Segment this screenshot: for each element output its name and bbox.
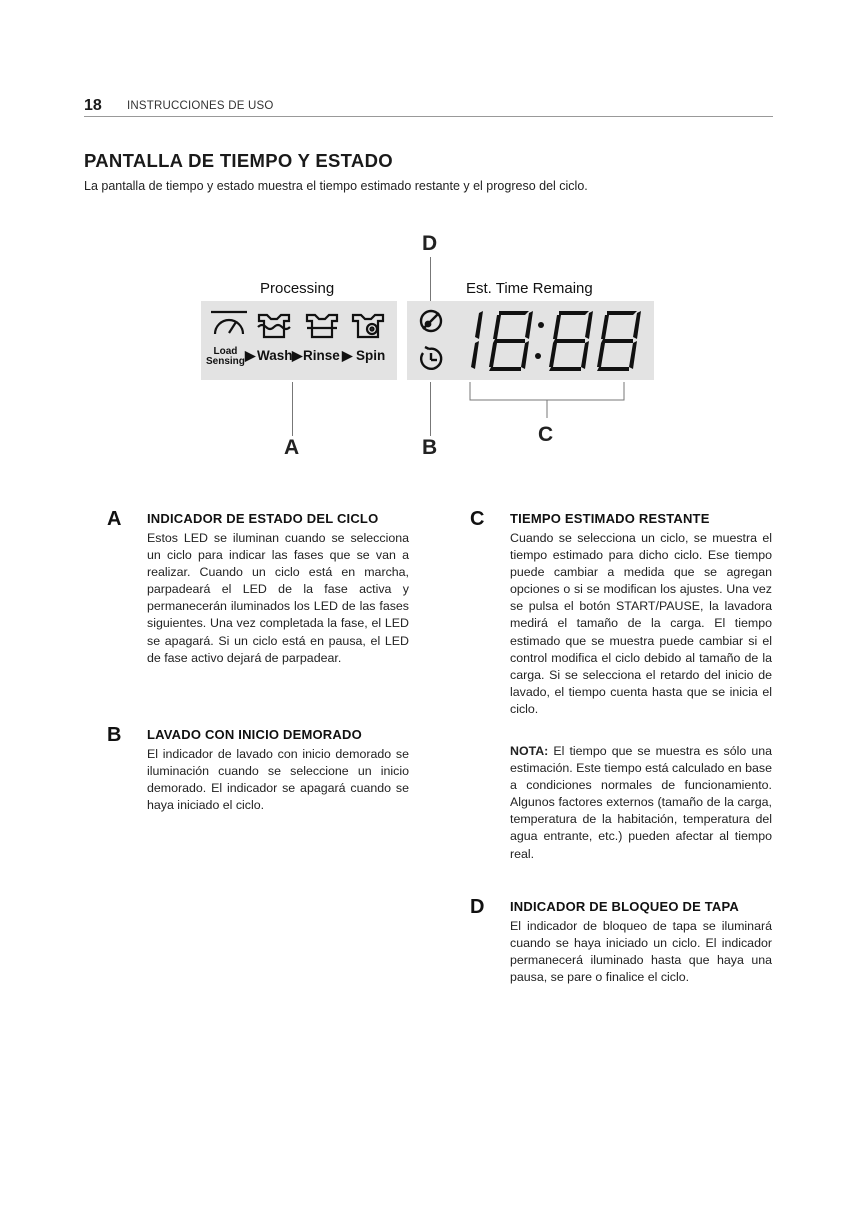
- arrow-icon: ▶: [342, 348, 353, 363]
- phase-icons: [201, 301, 397, 345]
- note-label: NOTA:: [510, 744, 549, 758]
- section-note: [510, 743, 772, 863]
- section-heading: INDICADOR DE BLOQUEO DE TAPA: [510, 899, 740, 914]
- note-text: El tiempo que se muestra es sólo una estimación. Este tiempo está calculado en base a condiciones normales de funcionamiento. Algunos factores externos (tamaño de la carga, temperatura de la habitación, temperatura del agua entrante, etc.) pueden afectar al tiempo real.: [510, 744, 772, 861]
- section-heading: LAVADO CON INICIO DEMORADO: [147, 727, 362, 742]
- arrow-icon: ▶: [292, 348, 303, 363]
- callout-a-line: [292, 382, 293, 436]
- section-heading: INDICADOR DE ESTADO DEL CICLO: [147, 511, 379, 526]
- section-letter: B: [107, 724, 122, 746]
- arrow-icon: ▶: [245, 348, 256, 363]
- intro-text: La pantalla de tiempo y estado muestra el tiempo estimado restante y el progreso del ciclo.: [84, 179, 588, 193]
- section-letter: A: [107, 508, 122, 530]
- spin-icon: [353, 315, 383, 337]
- section-body: Cuando se selecciona un ciclo, se muestra el tiempo estimado para dicho ciclo. Ese tiempo puede cambiar a medida que se agregan opciones o si se modifican los ajustes. Una vez se pulsa el botón START/PAUSE, la lavadora medirá el tamaño de la carga. El tiempo estimado que se muestra puede cambiar si el control modifica el ciclo debido al tamaño de la carga. Si se selecciona el retardo del inicio de lavado, el tiempo cuenta hasta que se inicia el ciclo.: [510, 531, 772, 716]
- phase-rinse-label: Rinse: [303, 348, 340, 363]
- callout-a: A: [284, 436, 300, 459]
- callout-c: C: [538, 423, 554, 446]
- delay-wash-clock-icon: [421, 347, 441, 369]
- section-letter: C: [470, 508, 485, 530]
- load-sensing-gauge-icon: [211, 312, 247, 334]
- section-letter: D: [470, 896, 485, 918]
- phase-spin-label: Spin: [356, 348, 386, 363]
- load-label-line1: Load: [213, 346, 238, 357]
- load-sensing-label: [206, 347, 245, 367]
- callout-d-line: [430, 257, 431, 304]
- lid-lock-icon: [421, 311, 441, 331]
- seven-segment-digits: [471, 311, 641, 371]
- phase-wash-label: Wash: [257, 348, 293, 363]
- time-label: Est. Time Remaing: [466, 280, 593, 297]
- callout-b: B: [422, 436, 438, 459]
- running-header: INSTRUCCIONES DE USO: [127, 100, 274, 112]
- time-display: [407, 301, 654, 380]
- rinse-icon: [307, 315, 337, 337]
- processing-label: Processing: [260, 280, 335, 297]
- header-divider: [84, 116, 773, 117]
- section-body: El indicador de lavado con inicio demorado se iluminación cuando se seleccione un inicio demorado. El indicador se apagará cuando se haya iniciado el ciclo.: [147, 747, 409, 813]
- callout-b-line: [430, 382, 431, 436]
- callout-d: D: [422, 232, 438, 255]
- wash-icon: [258, 315, 290, 337]
- page-title: PANTALLA DE TIEMPO Y ESTADO: [84, 150, 393, 171]
- section-body: El indicador de bloqueo de tapa se iluminará cuando se haya iniciado un ciclo. El indicador permanecerá iluminado hasta que haya una pausa, se pare o finalice el ciclo.: [510, 919, 772, 985]
- callout-c-bracket: [468, 382, 628, 422]
- page-number: 18: [84, 97, 102, 114]
- section-body: Estos LED se iluminan cuando se selecciona un ciclo para indicar las fases que se van a realizar. Cuando un ciclo está en marcha, parpadeará el LED de la fase activa y permanecerán iluminados los LED de las fases siguientes. Una vez completada la fase, el LED se apagará. Si un ciclo está en pausa, el LED de fase activo dejará de parpadear.: [147, 531, 409, 665]
- load-label-line2: Sensing: [206, 356, 245, 367]
- section-heading: TIEMPO ESTIMADO RESTANTE: [510, 511, 710, 526]
